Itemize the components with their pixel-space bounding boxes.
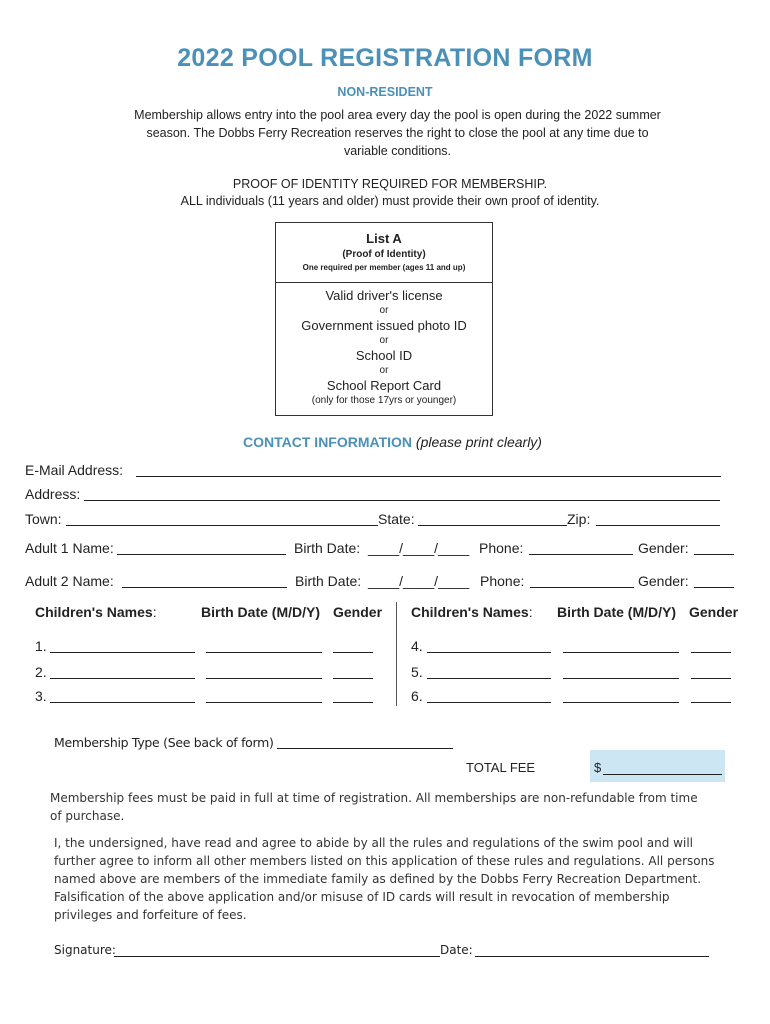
child-3-gender-field[interactable] bbox=[333, 702, 373, 703]
email-field[interactable] bbox=[136, 476, 721, 477]
total-fee-label: TOTAL FEE bbox=[466, 760, 536, 775]
contact-heading-label: CONTACT INFORMATION bbox=[243, 434, 413, 450]
or-separator: or bbox=[379, 305, 389, 316]
adult2-birth-field[interactable]: ____/____/____ bbox=[368, 573, 470, 589]
child-5-birth-field[interactable] bbox=[563, 678, 679, 679]
town-label: Town: bbox=[25, 511, 62, 527]
children-birth-header-left: Birth Date (M/D/Y) bbox=[201, 604, 320, 620]
child-2-gender-field[interactable] bbox=[333, 678, 373, 679]
payment-note: Membership fees must be paid in full at time of registration. All memberships are non-refundable from time of purchase. bbox=[50, 791, 698, 823]
adult2-name-field[interactable] bbox=[122, 587, 287, 588]
adult2-gender-field[interactable] bbox=[694, 587, 734, 588]
signature-label: Signature: bbox=[54, 943, 116, 957]
adult1-phone-label: Phone: bbox=[479, 540, 524, 556]
email-label: E-Mail Address: bbox=[25, 462, 124, 478]
total-fee-field[interactable] bbox=[603, 774, 722, 775]
child-number-4: 4. bbox=[411, 638, 423, 654]
child-number-1: 1. bbox=[35, 638, 47, 654]
adult2-label: Adult 2 Name: bbox=[25, 573, 114, 589]
membership-type-label: Membership Type (See back of form) bbox=[54, 735, 274, 750]
child-number-3: 3. bbox=[35, 688, 47, 704]
report-card-note: (only for those 17yrs or younger) bbox=[311, 395, 457, 406]
option-drivers-license: Valid driver's license bbox=[325, 288, 443, 303]
list-a-requirement: One required per member (ages 11 and up) bbox=[302, 263, 466, 272]
children-gender-header-left: Gender bbox=[333, 604, 383, 620]
child-number-2: 2. bbox=[35, 664, 47, 680]
list-a-header bbox=[276, 223, 492, 283]
membership-type-field[interactable] bbox=[277, 748, 453, 749]
adult1-label: Adult 1 Name: bbox=[25, 540, 114, 556]
date-field[interactable] bbox=[475, 956, 709, 957]
agreement-paragraph: I, the undersigned, have read and agree to abide by all the rules and regulations of the swim pool and will further agree to inform all other members listed on this application of these rules and regulations. All persons named above are members of the immediate family as defined by the Dobbs Ferry Recreation Department. Falsification of the above application and/or misuse of ID cards will result in revocation of membership privileges and forfeiture of fees. bbox=[54, 836, 715, 922]
intro-paragraph: Membership allows entry into the pool area every day the pool is open during the 2022 summer season. The Dobbs Ferry Recreation reserves the right to close the pool at any time due to variable conditions. bbox=[134, 108, 661, 158]
child-1-name-field[interactable] bbox=[50, 652, 195, 653]
proof-line-1: PROOF OF IDENTITY REQUIRED FOR MEMBERSHIP. bbox=[232, 177, 548, 191]
child-4-birth-field[interactable] bbox=[563, 652, 679, 653]
proof-notice bbox=[100, 176, 680, 210]
proof-line-2: ALL individuals (11 years and older) must provide their own proof of identity. bbox=[180, 194, 600, 208]
form-subtitle: NON-RESIDENT bbox=[337, 85, 433, 99]
adult1-name-field[interactable] bbox=[117, 554, 286, 555]
adult1-gender-field[interactable] bbox=[694, 554, 734, 555]
child-2-name-field[interactable] bbox=[50, 678, 195, 679]
child-5-gender-field[interactable] bbox=[691, 678, 731, 679]
option-school-id: School ID bbox=[355, 348, 413, 363]
child-4-gender-field[interactable] bbox=[691, 652, 731, 653]
adult2-gender-label: Gender: bbox=[638, 573, 689, 589]
adult1-gender-label: Gender: bbox=[638, 540, 689, 556]
adult2-phone-field[interactable] bbox=[530, 587, 634, 588]
child-3-name-field[interactable] bbox=[50, 702, 195, 703]
adult1-birth-label: Birth Date: bbox=[294, 540, 361, 556]
contact-heading-note: (please print clearly) bbox=[415, 434, 542, 450]
children-gender-header-right: Gender bbox=[689, 604, 739, 620]
child-4-name-field[interactable] bbox=[427, 652, 551, 653]
email-row bbox=[25, 462, 123, 478]
adult2-phone-label: Phone: bbox=[480, 573, 525, 589]
state-label: State: bbox=[378, 511, 415, 527]
adult1-birth-field[interactable]: ____/____/____ bbox=[368, 540, 470, 556]
child-3-birth-field[interactable] bbox=[206, 702, 322, 703]
or-separator: or bbox=[379, 365, 389, 376]
children-names-header-left: Children's Names: bbox=[35, 604, 157, 620]
list-a-options bbox=[276, 283, 492, 407]
zip-field[interactable] bbox=[596, 525, 720, 526]
contact-heading bbox=[0, 434, 770, 450]
adult2-birth-label: Birth Date: bbox=[295, 573, 362, 589]
children-birth-header-right: Birth Date (M/D/Y) bbox=[557, 604, 676, 620]
address-label: Address: bbox=[25, 486, 81, 502]
list-a-title: List A bbox=[366, 231, 402, 246]
child-1-birth-field[interactable] bbox=[206, 652, 322, 653]
adult1-phone-field[interactable] bbox=[529, 554, 633, 555]
address-field[interactable] bbox=[84, 500, 720, 501]
or-separator: or bbox=[379, 335, 389, 346]
child-6-name-field[interactable] bbox=[427, 702, 551, 703]
date-label: Date: bbox=[440, 943, 473, 957]
child-6-birth-field[interactable] bbox=[563, 702, 679, 703]
option-government-id: Government issued photo ID bbox=[301, 318, 467, 333]
child-2-birth-field[interactable] bbox=[206, 678, 322, 679]
child-6-gender-field[interactable] bbox=[691, 702, 731, 703]
child-1-gender-field[interactable] bbox=[333, 652, 373, 653]
signature-field[interactable] bbox=[114, 956, 440, 957]
option-report-card: School Report Card bbox=[326, 378, 442, 393]
children-divider bbox=[396, 602, 397, 706]
list-a-subtitle: (Proof of Identity) bbox=[342, 249, 426, 260]
dollar-sign: $ bbox=[594, 760, 602, 775]
state-field[interactable] bbox=[418, 525, 567, 526]
town-field[interactable] bbox=[66, 525, 378, 526]
list-a-box bbox=[275, 222, 493, 416]
total-fee-box bbox=[590, 750, 725, 782]
form-title: 2022 POOL REGISTRATION FORM bbox=[177, 44, 593, 72]
child-number-6: 6. bbox=[411, 688, 423, 704]
zip-label: Zip: bbox=[567, 511, 591, 527]
children-names-header-right: Children's Names: bbox=[411, 604, 533, 620]
child-5-name-field[interactable] bbox=[427, 678, 551, 679]
child-number-5: 5. bbox=[411, 664, 423, 680]
